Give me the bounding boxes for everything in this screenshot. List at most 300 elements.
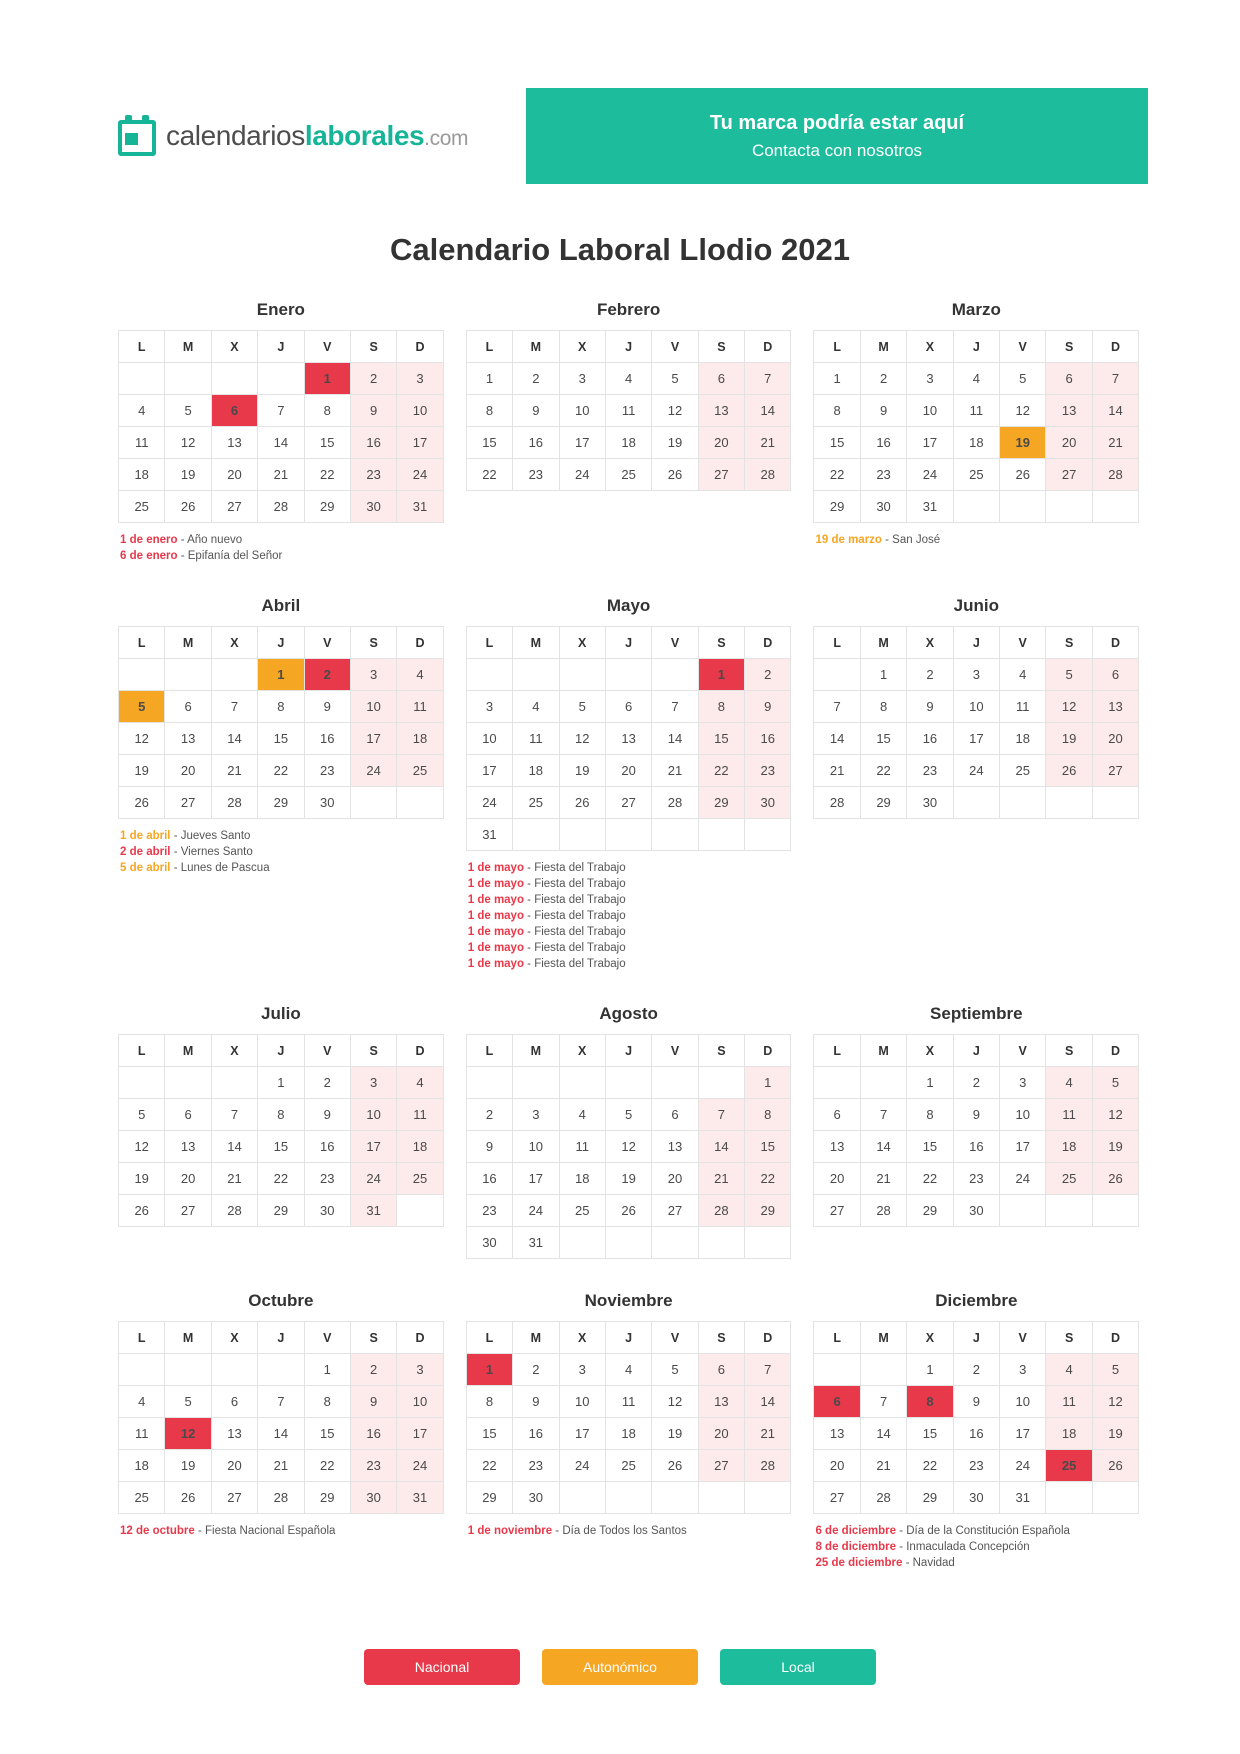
day-cell[interactable]: 5 [652,363,698,395]
day-cell[interactable]: 2 [953,1067,999,1099]
day-cell[interactable]: 20 [605,755,651,787]
day-cell[interactable]: 19 [1092,1418,1138,1450]
day-cell[interactable]: 23 [513,1450,559,1482]
day-cell[interactable]: 30 [304,787,350,819]
day-cell[interactable]: 13 [814,1131,860,1163]
day-cell[interactable]: 3 [397,363,443,395]
day-cell[interactable]: 19 [1046,723,1092,755]
day-cell[interactable]: 7 [698,1099,744,1131]
day-cell[interactable]: 14 [258,1418,304,1450]
day-cell[interactable]: 14 [745,395,791,427]
day-cell[interactable]: 24 [466,787,512,819]
day-cell[interactable]: 27 [814,1482,860,1514]
day-cell[interactable]: 17 [559,427,605,459]
day-cell[interactable]: 12 [605,1131,651,1163]
day-cell[interactable]: 11 [397,691,443,723]
day-cell[interactable]: 8 [860,691,906,723]
day-cell[interactable]: 13 [165,723,211,755]
day-cell[interactable]: 26 [165,1482,211,1514]
day-cell[interactable]: 28 [860,1482,906,1514]
day-cell[interactable]: 20 [814,1450,860,1482]
day-cell[interactable]: 31 [397,491,443,523]
day-cell[interactable]: 3 [559,363,605,395]
day-cell[interactable]: 3 [953,659,999,691]
day-cell[interactable]: 2 [513,1354,559,1386]
day-cell[interactable]: 19 [1092,1131,1138,1163]
day-cell[interactable]: 6 [698,363,744,395]
day-cell[interactable]: 12 [165,427,211,459]
day-cell[interactable]: 17 [1000,1131,1046,1163]
day-cell[interactable]: 17 [907,427,953,459]
day-cell[interactable]: 19 [1000,427,1046,459]
day-cell[interactable]: 29 [860,787,906,819]
day-cell[interactable]: 1 [745,1067,791,1099]
day-cell[interactable]: 10 [907,395,953,427]
day-cell[interactable]: 27 [1092,755,1138,787]
day-cell[interactable]: 8 [304,395,350,427]
day-cell[interactable]: 16 [907,723,953,755]
day-cell[interactable]: 7 [814,691,860,723]
day-cell[interactable]: 20 [1046,427,1092,459]
day-cell[interactable]: 11 [513,723,559,755]
day-cell[interactable]: 15 [698,723,744,755]
day-cell[interactable]: 28 [211,1195,257,1227]
day-cell[interactable]: 25 [605,459,651,491]
day-cell[interactable]: 21 [211,1163,257,1195]
day-cell[interactable]: 15 [258,723,304,755]
day-cell[interactable]: 16 [953,1131,999,1163]
day-cell[interactable]: 18 [397,723,443,755]
day-cell[interactable]: 25 [397,1163,443,1195]
day-cell[interactable]: 26 [559,787,605,819]
day-cell[interactable]: 12 [1000,395,1046,427]
day-cell[interactable]: 4 [397,1067,443,1099]
day-cell[interactable]: 18 [1000,723,1046,755]
day-cell[interactable]: 4 [1046,1354,1092,1386]
day-cell[interactable]: 18 [397,1131,443,1163]
day-cell[interactable]: 1 [860,659,906,691]
day-cell[interactable]: 26 [1000,459,1046,491]
day-cell[interactable]: 14 [860,1131,906,1163]
day-cell[interactable]: 1 [304,363,350,395]
day-cell[interactable]: 15 [860,723,906,755]
day-cell[interactable]: 27 [652,1195,698,1227]
day-cell[interactable]: 16 [860,427,906,459]
day-cell[interactable]: 5 [1046,659,1092,691]
day-cell[interactable]: 22 [860,755,906,787]
day-cell[interactable]: 11 [953,395,999,427]
day-cell[interactable]: 16 [513,1418,559,1450]
day-cell[interactable]: 31 [466,819,512,851]
day-cell[interactable]: 8 [907,1099,953,1131]
day-cell[interactable]: 20 [652,1163,698,1195]
day-cell[interactable]: 9 [304,691,350,723]
day-cell[interactable]: 16 [304,1131,350,1163]
day-cell[interactable]: 8 [304,1386,350,1418]
legend-item-autonomico[interactable]: Autonómico [542,1649,698,1685]
day-cell[interactable]: 4 [513,691,559,723]
day-cell[interactable]: 20 [1092,723,1138,755]
day-cell[interactable]: 1 [698,659,744,691]
day-cell[interactable]: 5 [605,1099,651,1131]
day-cell[interactable]: 26 [119,787,165,819]
day-cell[interactable]: 30 [953,1482,999,1514]
day-cell[interactable]: 5 [1092,1354,1138,1386]
day-cell[interactable]: 14 [652,723,698,755]
day-cell[interactable]: 11 [605,1386,651,1418]
day-cell[interactable]: 8 [258,691,304,723]
day-cell[interactable]: 7 [860,1099,906,1131]
day-cell[interactable]: 9 [466,1131,512,1163]
day-cell[interactable]: 9 [304,1099,350,1131]
day-cell[interactable]: 30 [513,1482,559,1514]
day-cell[interactable]: 1 [258,659,304,691]
day-cell[interactable]: 21 [860,1450,906,1482]
day-cell[interactable]: 25 [1000,755,1046,787]
day-cell[interactable]: 29 [304,1482,350,1514]
day-cell[interactable]: 20 [211,1450,257,1482]
day-cell[interactable]: 25 [559,1195,605,1227]
day-cell[interactable]: 7 [211,1099,257,1131]
day-cell[interactable]: 1 [466,363,512,395]
day-cell[interactable]: 30 [953,1195,999,1227]
day-cell[interactable]: 14 [1092,395,1138,427]
ad-banner[interactable] [526,88,1148,184]
day-cell[interactable]: 13 [605,723,651,755]
day-cell[interactable]: 29 [466,1482,512,1514]
day-cell[interactable]: 17 [350,1131,396,1163]
day-cell[interactable]: 7 [745,1354,791,1386]
day-cell[interactable]: 11 [397,1099,443,1131]
day-cell[interactable]: 6 [814,1099,860,1131]
day-cell[interactable]: 15 [907,1418,953,1450]
day-cell[interactable]: 5 [559,691,605,723]
day-cell[interactable]: 31 [397,1482,443,1514]
day-cell[interactable]: 18 [559,1163,605,1195]
day-cell[interactable]: 24 [350,755,396,787]
day-cell[interactable]: 10 [466,723,512,755]
day-cell[interactable]: 27 [698,459,744,491]
day-cell[interactable]: 24 [350,1163,396,1195]
day-cell[interactable]: 10 [1000,1099,1046,1131]
day-cell[interactable]: 26 [652,459,698,491]
day-cell[interactable]: 6 [211,395,257,427]
day-cell[interactable]: 25 [953,459,999,491]
day-cell[interactable]: 29 [698,787,744,819]
day-cell[interactable]: 4 [119,395,165,427]
day-cell[interactable]: 19 [652,1418,698,1450]
day-cell[interactable]: 4 [605,363,651,395]
day-cell[interactable]: 2 [907,659,953,691]
day-cell[interactable]: 28 [211,787,257,819]
day-cell[interactable]: 27 [165,787,211,819]
day-cell[interactable]: 6 [652,1099,698,1131]
day-cell[interactable]: 12 [652,1386,698,1418]
day-cell[interactable]: 28 [698,1195,744,1227]
day-cell[interactable]: 24 [559,1450,605,1482]
day-cell[interactable]: 27 [165,1195,211,1227]
day-cell[interactable]: 13 [1046,395,1092,427]
day-cell[interactable]: 5 [1000,363,1046,395]
day-cell[interactable]: 13 [698,395,744,427]
day-cell[interactable]: 23 [953,1450,999,1482]
day-cell[interactable]: 6 [814,1386,860,1418]
day-cell[interactable]: 7 [860,1386,906,1418]
day-cell[interactable]: 20 [814,1163,860,1195]
day-cell[interactable]: 31 [1000,1482,1046,1514]
day-cell[interactable]: 7 [258,395,304,427]
day-cell[interactable]: 27 [605,787,651,819]
day-cell[interactable]: 21 [745,427,791,459]
day-cell[interactable]: 2 [513,363,559,395]
day-cell[interactable]: 25 [119,1482,165,1514]
day-cell[interactable]: 28 [814,787,860,819]
day-cell[interactable]: 15 [304,1418,350,1450]
day-cell[interactable]: 31 [907,491,953,523]
day-cell[interactable]: 1 [814,363,860,395]
day-cell[interactable]: 13 [165,1131,211,1163]
day-cell[interactable]: 1 [304,1354,350,1386]
day-cell[interactable]: 23 [907,755,953,787]
day-cell[interactable]: 27 [1046,459,1092,491]
day-cell[interactable]: 8 [466,395,512,427]
day-cell[interactable]: 15 [745,1131,791,1163]
day-cell[interactable]: 2 [953,1354,999,1386]
day-cell[interactable]: 5 [165,395,211,427]
day-cell[interactable]: 12 [559,723,605,755]
day-cell[interactable]: 9 [745,691,791,723]
day-cell[interactable]: 2 [350,363,396,395]
day-cell[interactable]: 13 [211,427,257,459]
day-cell[interactable]: 16 [350,1418,396,1450]
day-cell[interactable]: 19 [119,1163,165,1195]
day-cell[interactable]: 15 [258,1131,304,1163]
day-cell[interactable]: 30 [466,1227,512,1259]
day-cell[interactable]: 4 [1046,1067,1092,1099]
day-cell[interactable]: 4 [953,363,999,395]
day-cell[interactable]: 8 [745,1099,791,1131]
day-cell[interactable]: 1 [907,1354,953,1386]
day-cell[interactable]: 26 [1092,1450,1138,1482]
day-cell[interactable]: 15 [466,427,512,459]
day-cell[interactable]: 26 [1046,755,1092,787]
day-cell[interactable]: 11 [559,1131,605,1163]
day-cell[interactable]: 4 [119,1386,165,1418]
day-cell[interactable]: 19 [652,427,698,459]
day-cell[interactable]: 17 [953,723,999,755]
day-cell[interactable]: 11 [1046,1099,1092,1131]
day-cell[interactable]: 12 [165,1418,211,1450]
day-cell[interactable]: 17 [350,723,396,755]
day-cell[interactable]: 28 [652,787,698,819]
day-cell[interactable]: 12 [119,723,165,755]
day-cell[interactable]: 4 [559,1099,605,1131]
day-cell[interactable]: 28 [258,491,304,523]
day-cell[interactable]: 30 [907,787,953,819]
day-cell[interactable]: 6 [211,1386,257,1418]
day-cell[interactable]: 27 [211,1482,257,1514]
day-cell[interactable]: 24 [397,1450,443,1482]
day-cell[interactable]: 28 [1092,459,1138,491]
day-cell[interactable]: 10 [1000,1386,1046,1418]
day-cell[interactable]: 26 [1092,1163,1138,1195]
day-cell[interactable]: 29 [258,1195,304,1227]
day-cell[interactable]: 1 [466,1354,512,1386]
day-cell[interactable]: 14 [814,723,860,755]
day-cell[interactable]: 22 [304,459,350,491]
day-cell[interactable]: 18 [605,1418,651,1450]
day-cell[interactable]: 9 [953,1386,999,1418]
day-cell[interactable]: 4 [605,1354,651,1386]
day-cell[interactable]: 28 [860,1195,906,1227]
day-cell[interactable]: 11 [119,427,165,459]
day-cell[interactable]: 21 [258,1450,304,1482]
day-cell[interactable]: 4 [1000,659,1046,691]
day-cell[interactable]: 24 [397,459,443,491]
day-cell[interactable]: 17 [397,1418,443,1450]
day-cell[interactable]: 23 [304,755,350,787]
day-cell[interactable]: 8 [814,395,860,427]
day-cell[interactable]: 7 [1092,363,1138,395]
day-cell[interactable]: 3 [1000,1354,1046,1386]
day-cell[interactable]: 16 [745,723,791,755]
day-cell[interactable]: 26 [605,1195,651,1227]
day-cell[interactable]: 27 [814,1195,860,1227]
day-cell[interactable]: 22 [907,1450,953,1482]
legend-item-nacional[interactable]: Nacional [364,1649,520,1685]
day-cell[interactable]: 22 [258,755,304,787]
day-cell[interactable]: 3 [513,1099,559,1131]
day-cell[interactable]: 13 [652,1131,698,1163]
day-cell[interactable]: 7 [258,1386,304,1418]
day-cell[interactable]: 18 [1046,1131,1092,1163]
day-cell[interactable]: 29 [907,1195,953,1227]
day-cell[interactable]: 28 [258,1482,304,1514]
day-cell[interactable]: 2 [304,1067,350,1099]
day-cell[interactable]: 7 [211,691,257,723]
day-cell[interactable]: 13 [698,1386,744,1418]
day-cell[interactable]: 21 [652,755,698,787]
day-cell[interactable]: 19 [559,755,605,787]
day-cell[interactable]: 22 [698,755,744,787]
day-cell[interactable]: 18 [953,427,999,459]
day-cell[interactable]: 19 [119,755,165,787]
day-cell[interactable]: 20 [698,1418,744,1450]
day-cell[interactable]: 26 [165,491,211,523]
day-cell[interactable]: 26 [652,1450,698,1482]
day-cell[interactable]: 25 [1046,1163,1092,1195]
day-cell[interactable]: 31 [350,1195,396,1227]
day-cell[interactable]: 9 [907,691,953,723]
day-cell[interactable]: 3 [350,1067,396,1099]
day-cell[interactable]: 25 [1046,1450,1092,1482]
day-cell[interactable]: 29 [907,1482,953,1514]
day-cell[interactable]: 19 [165,1450,211,1482]
day-cell[interactable]: 30 [860,491,906,523]
day-cell[interactable]: 29 [745,1195,791,1227]
day-cell[interactable]: 22 [814,459,860,491]
day-cell[interactable]: 17 [513,1163,559,1195]
day-cell[interactable]: 11 [605,395,651,427]
day-cell[interactable]: 25 [397,755,443,787]
day-cell[interactable]: 3 [350,659,396,691]
day-cell[interactable]: 27 [211,491,257,523]
day-cell[interactable]: 1 [258,1067,304,1099]
site-logo[interactable] [118,88,518,184]
day-cell[interactable]: 30 [350,1482,396,1514]
day-cell[interactable]: 10 [350,691,396,723]
day-cell[interactable]: 12 [119,1131,165,1163]
day-cell[interactable]: 30 [350,491,396,523]
day-cell[interactable]: 21 [211,755,257,787]
day-cell[interactable]: 10 [953,691,999,723]
day-cell[interactable]: 2 [350,1354,396,1386]
day-cell[interactable]: 20 [165,1163,211,1195]
day-cell[interactable]: 25 [605,1450,651,1482]
day-cell[interactable]: 14 [211,1131,257,1163]
day-cell[interactable]: 13 [211,1418,257,1450]
day-cell[interactable]: 1 [907,1067,953,1099]
day-cell[interactable]: 9 [860,395,906,427]
day-cell[interactable]: 20 [211,459,257,491]
day-cell[interactable]: 6 [165,691,211,723]
day-cell[interactable]: 19 [165,459,211,491]
day-cell[interactable]: 10 [397,395,443,427]
day-cell[interactable]: 9 [350,1386,396,1418]
day-cell[interactable]: 7 [652,691,698,723]
day-cell[interactable]: 23 [466,1195,512,1227]
day-cell[interactable]: 22 [304,1450,350,1482]
day-cell[interactable]: 8 [907,1386,953,1418]
day-cell[interactable]: 16 [466,1163,512,1195]
day-cell[interactable]: 24 [1000,1450,1046,1482]
day-cell[interactable]: 23 [513,459,559,491]
day-cell[interactable]: 2 [745,659,791,691]
day-cell[interactable]: 5 [119,1099,165,1131]
day-cell[interactable]: 5 [165,1386,211,1418]
day-cell[interactable]: 15 [466,1418,512,1450]
day-cell[interactable]: 13 [1092,691,1138,723]
day-cell[interactable]: 17 [1000,1418,1046,1450]
day-cell[interactable]: 23 [745,755,791,787]
day-cell[interactable]: 25 [513,787,559,819]
day-cell[interactable]: 18 [605,427,651,459]
day-cell[interactable]: 10 [559,395,605,427]
day-cell[interactable]: 12 [1092,1099,1138,1131]
day-cell[interactable]: 29 [258,787,304,819]
day-cell[interactable]: 10 [513,1131,559,1163]
day-cell[interactable]: 9 [350,395,396,427]
day-cell[interactable]: 26 [119,1195,165,1227]
day-cell[interactable]: 3 [559,1354,605,1386]
day-cell[interactable]: 24 [953,755,999,787]
day-cell[interactable]: 17 [559,1418,605,1450]
day-cell[interactable]: 20 [698,427,744,459]
day-cell[interactable]: 12 [1046,691,1092,723]
day-cell[interactable]: 11 [119,1418,165,1450]
day-cell[interactable]: 8 [466,1386,512,1418]
day-cell[interactable]: 22 [466,459,512,491]
day-cell[interactable]: 5 [119,691,165,723]
day-cell[interactable]: 22 [466,1450,512,1482]
day-cell[interactable]: 31 [513,1227,559,1259]
day-cell[interactable]: 2 [466,1099,512,1131]
day-cell[interactable]: 13 [814,1418,860,1450]
day-cell[interactable]: 19 [605,1163,651,1195]
day-cell[interactable]: 29 [304,491,350,523]
day-cell[interactable]: 24 [559,459,605,491]
day-cell[interactable]: 14 [698,1131,744,1163]
